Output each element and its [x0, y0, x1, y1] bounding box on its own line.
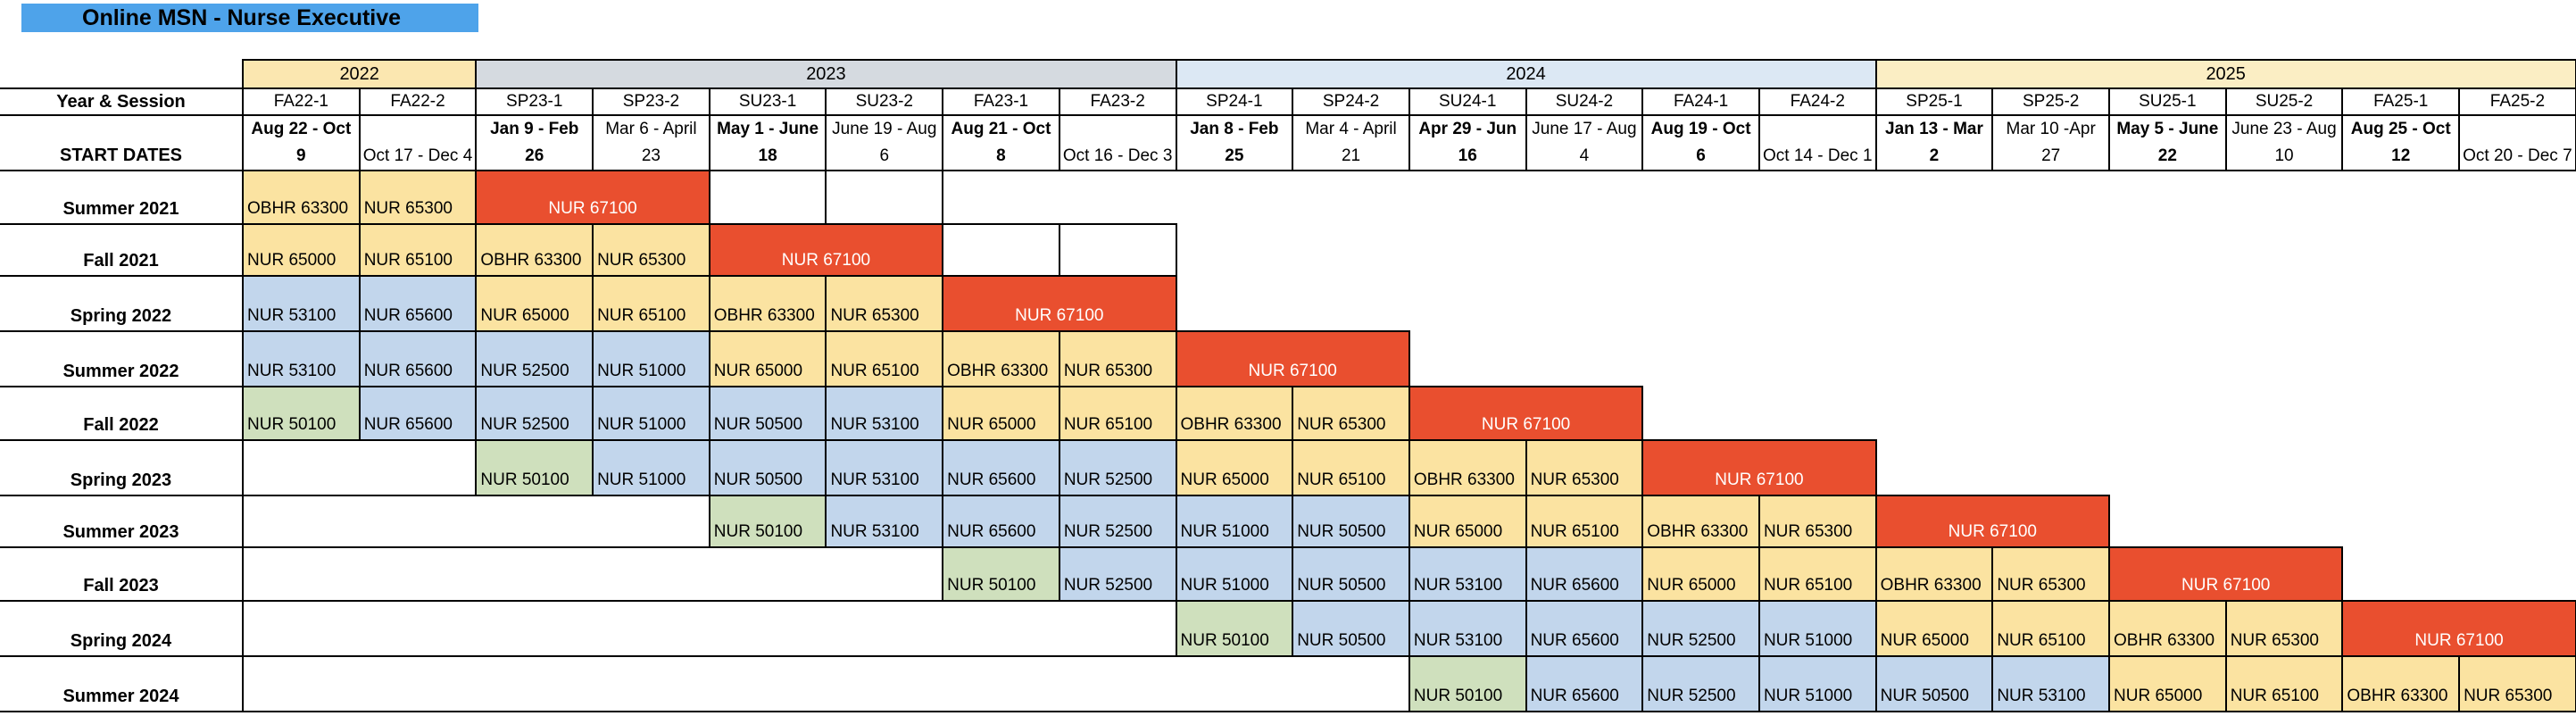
- start-date-fa23-2: Oct 16 - Dec 3: [1059, 115, 1176, 171]
- session-code-fa23-2: FA23-2: [1059, 88, 1176, 115]
- course-cell: NUR 50100: [476, 440, 593, 495]
- year-header-2024: 2024: [1176, 60, 1876, 88]
- schedule-table: [0, 59, 2576, 712]
- course-cell: NUR 65000: [1176, 440, 1293, 495]
- cohort-label: Spring 2023: [0, 440, 243, 495]
- cohort-row: [0, 601, 2576, 656]
- course-cell: NUR 65300: [1292, 387, 1409, 440]
- course-cell: NUR 50500: [1876, 656, 1993, 712]
- course-cell: NUR 51000: [1759, 601, 1876, 656]
- start-date-su23-2: June 19 - Aug 6: [826, 115, 943, 171]
- session-code-fa22-2: FA22-2: [360, 88, 477, 115]
- course-cell: OBHR 63300: [1642, 495, 1759, 547]
- session-code-sp25-2: SP25-2: [1992, 88, 2109, 115]
- start-date-fa24-1: Aug 19 - Oct 6: [1642, 115, 1759, 171]
- course-cell: OBHR 63300: [243, 171, 360, 224]
- course-cell: NUR 65000: [1642, 547, 1759, 601]
- cohort-label: Spring 2024: [0, 601, 243, 656]
- start-date-fa25-2: Oct 20 - Dec 7: [2459, 115, 2576, 171]
- cohort-label: Fall 2021: [0, 224, 243, 276]
- course-cell: NUR 65600: [360, 331, 477, 387]
- course-cell: NUR 65300: [826, 276, 943, 331]
- course-cell: OBHR 63300: [710, 276, 827, 331]
- start-date-su24-2: June 17 - Aug 4: [1526, 115, 1643, 171]
- course-cell: NUR 67100: [710, 224, 943, 276]
- cohort-row: [0, 656, 2576, 712]
- session-code-fa24-2: FA24-2: [1759, 88, 1876, 115]
- course-cell: OBHR 63300: [476, 224, 593, 276]
- course-cell: NUR 50500: [710, 387, 827, 440]
- course-cell: NUR 65000: [1409, 495, 1526, 547]
- course-cell: NUR 65100: [360, 224, 477, 276]
- start-date-su25-1: May 5 - June 22: [2109, 115, 2226, 171]
- course-cell: NUR 52500: [1059, 495, 1176, 547]
- session-code-fa22-1: FA22-1: [243, 88, 360, 115]
- course-cell: NUR 51000: [1176, 495, 1293, 547]
- year-session-label: Year & Session: [0, 88, 243, 115]
- course-cell: NUR 53100: [1409, 601, 1526, 656]
- empty-cell: [243, 440, 476, 495]
- course-cell: NUR 65100: [593, 276, 710, 331]
- session-code-su23-2: SU23-2: [826, 88, 943, 115]
- course-cell: NUR 50100: [943, 547, 1059, 601]
- course-cell: NUR 65300: [360, 171, 477, 224]
- course-cell: NUR 67100: [1876, 495, 2109, 547]
- course-cell: NUR 65000: [943, 387, 1059, 440]
- course-cell: NUR 53100: [243, 331, 360, 387]
- course-cell: NUR 65300: [2459, 656, 2576, 712]
- session-code-fa25-1: FA25-1: [2342, 88, 2459, 115]
- course-cell: NUR 67100: [476, 171, 709, 224]
- course-cell: NUR 51000: [593, 331, 710, 387]
- year-header-2025: 2025: [1876, 60, 2576, 88]
- course-cell: OBHR 63300: [1876, 547, 1993, 601]
- year-header-2023: 2023: [476, 60, 1176, 88]
- course-cell: NUR 65100: [2226, 656, 2343, 712]
- course-cell: NUR 67100: [2109, 547, 2342, 601]
- course-cell: NUR 51000: [1176, 547, 1293, 601]
- course-cell: NUR 65000: [243, 224, 360, 276]
- course-cell: NUR 50500: [1292, 601, 1409, 656]
- course-cell: NUR 52500: [1642, 601, 1759, 656]
- course-cell: NUR 53100: [1409, 547, 1526, 601]
- cohort-row: [0, 276, 2576, 331]
- empty-cell: [243, 495, 710, 547]
- start-date-su25-2: June 23 - Aug 10: [2226, 115, 2343, 171]
- course-cell: NUR 53100: [1992, 656, 2109, 712]
- start-date-fa24-2: Oct 14 - Dec 1: [1759, 115, 1876, 171]
- start-date-sp23-1: Jan 9 - Feb 26: [476, 115, 593, 171]
- course-cell: NUR 65600: [1526, 601, 1643, 656]
- session-code-su24-2: SU24-2: [1526, 88, 1643, 115]
- year-row: [0, 60, 2576, 88]
- course-cell: NUR 52500: [1059, 440, 1176, 495]
- session-code-sp23-1: SP23-1: [476, 88, 593, 115]
- cohort-label: Summer 2024: [0, 656, 243, 712]
- course-cell: NUR 53100: [826, 387, 943, 440]
- cohort-label: Spring 2022: [0, 276, 243, 331]
- course-cell: NUR 53100: [243, 276, 360, 331]
- course-cell: NUR 50100: [1409, 656, 1526, 712]
- course-cell: NUR 65300: [2226, 601, 2343, 656]
- session-code-su24-1: SU24-1: [1409, 88, 1526, 115]
- cohort-label: Summer 2023: [0, 495, 243, 547]
- session-code-fa24-1: FA24-1: [1642, 88, 1759, 115]
- course-cell: NUR 51000: [1759, 656, 1876, 712]
- start-date-fa25-1: Aug 25 - Oct 12: [2342, 115, 2459, 171]
- course-cell: NUR 65100: [826, 331, 943, 387]
- start-dates-row: [0, 115, 2576, 171]
- start-dates-label: START DATES: [0, 115, 243, 171]
- course-cell: NUR 52500: [476, 331, 593, 387]
- course-cell: NUR 67100: [943, 276, 1176, 331]
- course-cell: NUR 65600: [1526, 547, 1643, 601]
- cohort-row: [0, 387, 2576, 440]
- cohort-label: Summer 2022: [0, 331, 243, 387]
- start-date-sp24-1: Jan 8 - Feb 25: [1176, 115, 1293, 171]
- empty-cell: [243, 656, 1409, 712]
- empty-cell: [826, 171, 943, 224]
- course-cell: NUR 65100: [1292, 440, 1409, 495]
- start-date-fa23-1: Aug 21 - Oct 8: [943, 115, 1059, 171]
- course-cell: NUR 65100: [1526, 495, 1643, 547]
- course-cell: NUR 65600: [943, 495, 1059, 547]
- start-date-sp25-1: Jan 13 - Mar 2: [1876, 115, 1993, 171]
- course-cell: NUR 50500: [710, 440, 827, 495]
- course-cell: NUR 67100: [2342, 601, 2575, 656]
- course-cell: NUR 65100: [1059, 387, 1176, 440]
- course-cell: NUR 65000: [1876, 601, 1993, 656]
- course-cell: NUR 65300: [593, 224, 710, 276]
- year-header-2022: 2022: [243, 60, 476, 88]
- course-cell: NUR 65000: [710, 331, 827, 387]
- cohort-row: [0, 331, 2576, 387]
- course-cell: NUR 65300: [1759, 495, 1876, 547]
- course-cell: NUR 50100: [710, 495, 827, 547]
- empty-cell: [243, 601, 1176, 656]
- empty-cell: [1059, 224, 1176, 276]
- course-cell: NUR 50100: [243, 387, 360, 440]
- empty-cell: [943, 224, 1059, 276]
- course-cell: NUR 52500: [476, 387, 593, 440]
- course-cell: NUR 65600: [360, 276, 477, 331]
- course-cell: NUR 51000: [593, 387, 710, 440]
- start-date-sp24-2: Mar 4 - April 21: [1292, 115, 1409, 171]
- course-cell: NUR 51000: [593, 440, 710, 495]
- start-date-su24-1: Apr 29 - Jun 16: [1409, 115, 1526, 171]
- session-code-fa23-1: FA23-1: [943, 88, 1059, 115]
- cohort-row: [0, 495, 2576, 547]
- cohort-label: Summer 2021: [0, 171, 243, 224]
- course-cell: NUR 67100: [1176, 331, 1409, 387]
- course-cell: OBHR 63300: [2342, 656, 2459, 712]
- course-cell: NUR 65600: [360, 387, 477, 440]
- course-cell: NUR 65600: [943, 440, 1059, 495]
- course-cell: NUR 65600: [1526, 656, 1643, 712]
- session-code-fa25-2: FA25-2: [2459, 88, 2576, 115]
- course-cell: NUR 50500: [1292, 495, 1409, 547]
- session-code-su25-1: SU25-1: [2109, 88, 2226, 115]
- course-cell: NUR 65000: [476, 276, 593, 331]
- session-code-sp25-1: SP25-1: [1876, 88, 1993, 115]
- course-cell: NUR 65300: [1992, 547, 2109, 601]
- course-cell: NUR 53100: [826, 495, 943, 547]
- cohort-row: [0, 224, 2576, 276]
- empty-cell: [243, 547, 943, 601]
- course-cell: NUR 67100: [1642, 440, 1875, 495]
- course-cell: NUR 50500: [1292, 547, 1409, 601]
- start-date-sp25-2: Mar 10 -Apr 27: [1992, 115, 2109, 171]
- course-cell: OBHR 63300: [1409, 440, 1526, 495]
- session-code-su25-2: SU25-2: [2226, 88, 2343, 115]
- course-cell: OBHR 63300: [2109, 601, 2226, 656]
- course-cell: NUR 53100: [826, 440, 943, 495]
- cohort-row: [0, 171, 2576, 224]
- course-cell: OBHR 63300: [1176, 387, 1293, 440]
- course-cell: NUR 52500: [1059, 547, 1176, 601]
- empty-cell: [710, 171, 827, 224]
- session-code-sp23-2: SP23-2: [593, 88, 710, 115]
- start-date-sp23-2: Mar 6 - April 23: [593, 115, 710, 171]
- course-cell: NUR 67100: [1409, 387, 1642, 440]
- session-row: [0, 88, 2576, 115]
- cohort-label: Fall 2023: [0, 547, 243, 601]
- cohort-row: [0, 547, 2576, 601]
- session-code-sp24-2: SP24-2: [1292, 88, 1409, 115]
- start-date-fa22-1: Aug 22 - Oct 9: [243, 115, 360, 171]
- course-cell: NUR 65300: [1059, 331, 1176, 387]
- course-cell: NUR 50100: [1176, 601, 1293, 656]
- cohort-label: Fall 2022: [0, 387, 243, 440]
- course-cell: NUR 65300: [1526, 440, 1643, 495]
- session-code-su23-1: SU23-1: [710, 88, 827, 115]
- session-code-sp24-1: SP24-1: [1176, 88, 1293, 115]
- start-date-su23-1: May 1 - June 18: [710, 115, 827, 171]
- year-row-label-cell: [0, 60, 243, 88]
- course-cell: NUR 65000: [2109, 656, 2226, 712]
- course-cell: NUR 65100: [1759, 547, 1876, 601]
- start-date-fa22-2: Oct 17 - Dec 4: [360, 115, 477, 171]
- course-cell: NUR 52500: [1642, 656, 1759, 712]
- page-title: Online MSN - Nurse Executive: [21, 4, 478, 32]
- course-cell: NUR 65100: [1992, 601, 2109, 656]
- course-cell: OBHR 63300: [943, 331, 1059, 387]
- cohort-row: [0, 440, 2576, 495]
